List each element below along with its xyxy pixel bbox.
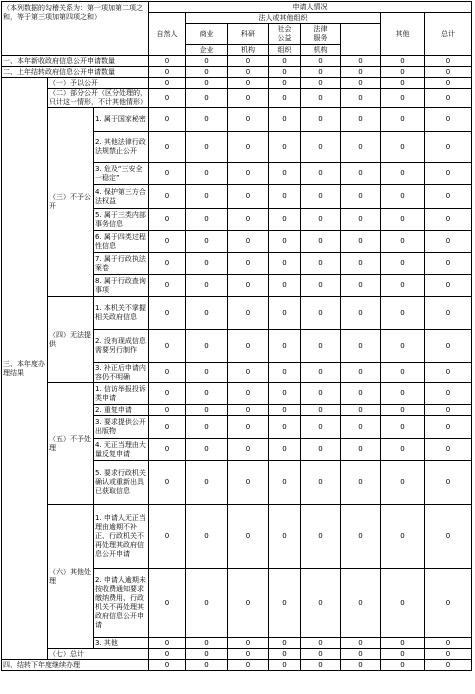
value-cell: 0 [186,461,228,505]
value-cell: 0 [301,275,341,297]
value-cell: 0 [425,163,472,185]
value-cell: 0 [301,78,341,89]
header-total: 总计 [425,13,472,56]
value-cell: 0 [301,163,341,185]
value-cell: 0 [228,660,269,671]
table-row [2,505,472,569]
value-cell: 0 [149,363,186,383]
item-label: 2. 重复申请 [94,405,149,416]
item-label: 3. 补正后申请内容仍不明确 [94,363,149,383]
value-cell: 0 [341,330,381,363]
value-cell: 0 [228,185,269,209]
value-cell: 0 [301,405,341,416]
value-cell: 0 [341,416,381,439]
value-cell: 0 [228,209,269,231]
value-cell: 0 [341,67,381,78]
value-cell: 0 [269,56,301,67]
value-cell: 0 [149,297,186,330]
item-label: 2. 其他法律行政法规禁止公开 [94,132,149,163]
value-cell: 0 [149,185,186,209]
value-cell: 0 [425,505,472,569]
value-cell: 0 [269,649,301,660]
value-cell: 0 [381,56,425,67]
value-cell: 0 [341,231,381,253]
value-cell: 0 [186,660,228,671]
value-cell: 0 [186,67,228,78]
value-cell: 0 [301,638,341,649]
value-cell: 0 [341,89,381,108]
table-row [2,297,472,330]
value-cell: 0 [341,505,381,569]
value-cell: 0 [269,330,301,363]
table-row [2,89,472,108]
value-cell: 0 [381,108,425,132]
value-cell: 0 [425,185,472,209]
item-label: 3. 危及“三安全一稳定” [94,163,149,185]
value-cell: 0 [228,132,269,163]
value-cell: 0 [381,439,425,461]
value-cell: 0 [381,67,425,78]
value-cell: 0 [381,330,425,363]
value-cell: 0 [149,416,186,439]
row-label-carried: 二、上年结转政府信息公开申请数量 [2,67,149,78]
value-cell: 0 [269,108,301,132]
value-cell: 0 [381,416,425,439]
value-cell: 0 [269,660,301,671]
header-commercial: 商业 [186,24,228,45]
item-label: 3. 其他 [94,638,149,649]
value-cell: 0 [269,638,301,649]
value-cell: 0 [269,132,301,163]
value-cell: 0 [341,461,381,505]
value-cell: 0 [301,363,341,383]
value-cell: 0 [341,108,381,132]
header-applicant: 申请人情况 [149,2,472,13]
value-cell: 0 [301,649,341,660]
header-social-3: 组织 [269,45,301,56]
table-row [2,56,472,67]
value-cell: 0 [149,56,186,67]
value-cell: 0 [381,185,425,209]
value-cell: 0 [381,383,425,405]
header-legal-service: 法律 服务 [301,24,341,45]
value-cell: 0 [341,132,381,163]
value-cell: 0 [381,132,425,163]
value-cell: 0 [341,363,381,383]
group-label-g7: （七）总计 [48,649,149,660]
value-cell: 0 [425,275,472,297]
value-cell: 0 [228,383,269,405]
value-cell: 0 [425,56,472,67]
value-cell: 0 [341,209,381,231]
value-cell: 0 [425,461,472,505]
value-cell: 0 [381,231,425,253]
value-cell: 0 [301,132,341,163]
value-cell: 0 [186,56,228,67]
group-label-g6: （六）其他处理 [48,505,94,649]
value-cell: 0 [381,163,425,185]
value-cell: 0 [186,405,228,416]
value-cell: 0 [269,253,301,275]
value-cell: 0 [341,660,381,671]
value-cell: 0 [301,297,341,330]
header-research-2: 机构 [228,45,269,56]
value-cell: 0 [341,275,381,297]
value-cell: 0 [341,569,381,638]
value-cell: 0 [381,275,425,297]
item-label: 1. 本机关不掌握相关政府信息 [94,297,149,330]
value-cell: 0 [301,660,341,671]
value-cell: 0 [186,231,228,253]
value-cell: 0 [149,67,186,78]
value-cell: 0 [425,638,472,649]
value-cell: 0 [301,330,341,363]
value-cell: 0 [228,638,269,649]
value-cell: 0 [301,231,341,253]
value-cell: 0 [341,297,381,330]
value-cell: 0 [269,297,301,330]
value-cell: 0 [269,416,301,439]
value-cell: 0 [228,505,269,569]
value-cell: 0 [301,209,341,231]
value-cell: 0 [381,649,425,660]
value-cell: 0 [186,638,228,649]
value-cell: 0 [149,275,186,297]
value-cell: 0 [381,638,425,649]
value-cell: 0 [341,405,381,416]
value-cell: 0 [228,275,269,297]
value-cell: 0 [228,108,269,132]
value-cell: 0 [228,416,269,439]
value-cell: 0 [381,660,425,671]
value-cell: 0 [228,649,269,660]
value-cell: 0 [228,253,269,275]
value-cell: 0 [425,231,472,253]
value-cell: 0 [149,569,186,638]
value-cell: 0 [341,185,381,209]
value-cell: 0 [186,505,228,569]
group-label-g3: （三）不予公开 [48,108,94,297]
value-cell: 0 [381,78,425,89]
item-label: 7. 属于行政执法案卷 [94,253,149,275]
value-cell: 0 [425,330,472,363]
value-cell: 0 [149,330,186,363]
value-cell: 0 [301,67,341,78]
value-cell: 0 [381,363,425,383]
value-cell: 0 [149,383,186,405]
value-cell: 0 [341,253,381,275]
value-cell: 0 [149,638,186,649]
value-cell: 0 [425,297,472,330]
value-cell: 0 [186,89,228,108]
statistics-table [1,1,472,671]
value-cell: 0 [186,132,228,163]
value-cell: 0 [186,416,228,439]
value-cell: 0 [301,185,341,209]
value-cell: 0 [186,78,228,89]
value-cell: 0 [425,253,472,275]
value-cell: 0 [149,78,186,89]
item-label: 4. 保护第三方合法权益 [94,185,149,209]
value-cell: 0 [425,108,472,132]
value-cell: 0 [301,383,341,405]
value-cell: 0 [269,163,301,185]
value-cell: 0 [381,209,425,231]
value-cell: 0 [341,649,381,660]
item-label: 1. 信访举报投诉类申请 [94,383,149,405]
section-label-results: 三、本年度办理结果 [2,78,48,660]
value-cell: 0 [269,383,301,405]
value-cell: 0 [425,660,472,671]
value-cell: 0 [425,78,472,89]
header-social: 社会 公益 [269,24,301,45]
value-cell: 0 [381,461,425,505]
header-natural-person: 自然人 [149,13,186,56]
value-cell: 0 [301,56,341,67]
table-row [2,78,472,89]
value-cell: 0 [186,163,228,185]
header-commercial-2: 企业 [186,45,228,56]
item-label: 4. 无正当理由大量反复申请 [94,439,149,461]
table-row [2,67,472,78]
value-cell: 0 [425,67,472,78]
item-label: 3. 要求提供公开出版物 [94,416,149,439]
value-cell: 0 [186,330,228,363]
value-cell: 0 [149,253,186,275]
value-cell: 0 [269,78,301,89]
item-label: 1. 属于国家秘密 [94,108,149,132]
value-cell: 0 [186,569,228,638]
group-label-g2: （二）部分公开（区分处理的，只计这一情形，不计其他情形） [49,89,147,106]
group-label-g1: （一）予以公开 [48,78,149,89]
value-cell: 0 [425,569,472,638]
value-cell: 0 [301,253,341,275]
value-cell: 0 [186,649,228,660]
value-cell: 0 [186,383,228,405]
header-legal-group: 法人或其他组织 [186,13,381,24]
value-cell: 0 [269,185,301,209]
value-cell: 0 [301,461,341,505]
value-cell: 0 [186,108,228,132]
value-cell: 0 [149,132,186,163]
value-cell: 0 [381,505,425,569]
item-label: 5. 要求行政机关确认或重新出具已获取信息 [94,461,149,505]
value-cell: 0 [149,439,186,461]
value-cell: 0 [228,163,269,185]
value-cell: 0 [149,231,186,253]
value-cell: 0 [149,209,186,231]
row-label-new: 一、本年新收政府信息公开申请数量 [2,56,149,67]
item-label: 2. 没有现成信息需要另行制作 [94,330,149,363]
value-cell: 0 [228,67,269,78]
value-cell: 0 [269,89,301,108]
value-cell: 0 [149,89,186,108]
value-cell: 0 [425,405,472,416]
group-label-g5: （五）不予处理 [48,383,94,505]
value-cell: 0 [425,89,472,108]
table-row [2,383,472,405]
value-cell: 0 [425,649,472,660]
value-cell: 0 [269,569,301,638]
value-cell: 0 [228,231,269,253]
document-page [1,1,472,671]
value-cell: 0 [269,505,301,569]
value-cell: 0 [269,439,301,461]
value-cell: 0 [301,569,341,638]
table-row [2,649,472,660]
header-other: 其他 [381,13,425,56]
value-cell: 0 [228,405,269,416]
table-row [2,660,472,671]
header-legal-3: 机构 [301,45,341,56]
value-cell: 0 [381,569,425,638]
value-cell: 0 [341,439,381,461]
value-cell: 0 [186,209,228,231]
value-cell: 0 [341,638,381,649]
value-cell: 0 [149,461,186,505]
value-cell: 0 [341,163,381,185]
value-cell: 0 [186,275,228,297]
value-cell: 0 [301,416,341,439]
value-cell: 0 [228,363,269,383]
value-cell: 0 [228,89,269,108]
value-cell: 0 [228,330,269,363]
value-cell: 0 [149,163,186,185]
value-cell: 0 [425,209,472,231]
value-cell: 0 [381,405,425,416]
value-cell: 0 [301,108,341,132]
value-cell: 0 [381,89,425,108]
value-cell: 0 [341,56,381,67]
value-cell: 0 [301,89,341,108]
value-cell: 0 [228,297,269,330]
value-cell: 0 [149,108,186,132]
value-cell: 0 [269,209,301,231]
value-cell: 0 [425,383,472,405]
value-cell: 0 [301,505,341,569]
value-cell: 0 [228,78,269,89]
value-cell: 0 [228,56,269,67]
row-label-next-year: 四、结转下年度继续办理 [2,660,149,671]
value-cell: 0 [228,569,269,638]
value-cell: 0 [341,78,381,89]
value-cell: 0 [269,275,301,297]
item-label: 1. 申请人无正当理由逾期不补正、行政机关不再处理其政府信息公开申请 [94,505,149,569]
value-cell: 0 [425,439,472,461]
value-cell: 0 [269,363,301,383]
value-cell: 0 [186,185,228,209]
value-cell: 0 [381,253,425,275]
group-label-g4: （四）无法提供 [48,297,94,383]
value-cell: 0 [186,297,228,330]
item-label: 8. 属于行政查询事项 [94,275,149,297]
value-cell: 0 [186,253,228,275]
value-cell: 0 [269,231,301,253]
value-cell: 0 [269,461,301,505]
value-cell: 0 [425,132,472,163]
header-research: 科研 [228,24,269,45]
value-cell: 0 [186,439,228,461]
item-label: 6. 属于四类过程性信息 [94,231,149,253]
value-cell: 0 [425,416,472,439]
value-cell: 0 [228,461,269,505]
table-row [2,108,472,132]
value-cell: 0 [228,439,269,461]
value-cell: 0 [269,405,301,416]
value-cell: 0 [149,405,186,416]
value-cell: 0 [186,363,228,383]
value-cell: 0 [425,363,472,383]
value-cell: 0 [149,649,186,660]
value-cell: 0 [149,660,186,671]
value-cell: 0 [341,383,381,405]
item-label: 2. 申请人逾期未按收费通知要求缴纳费用、行政机关不再处理其政府信息公开申请 [94,569,149,638]
header-note: （本列数据的勾稽关系为：第一项加第二项之和，等于第三项加第四项之和） [2,2,149,56]
item-label: 5. 属于三类内部事务信息 [94,209,149,231]
value-cell: 0 [269,67,301,78]
value-cell: 0 [301,439,341,461]
value-cell: 0 [149,505,186,569]
value-cell: 0 [381,297,425,330]
